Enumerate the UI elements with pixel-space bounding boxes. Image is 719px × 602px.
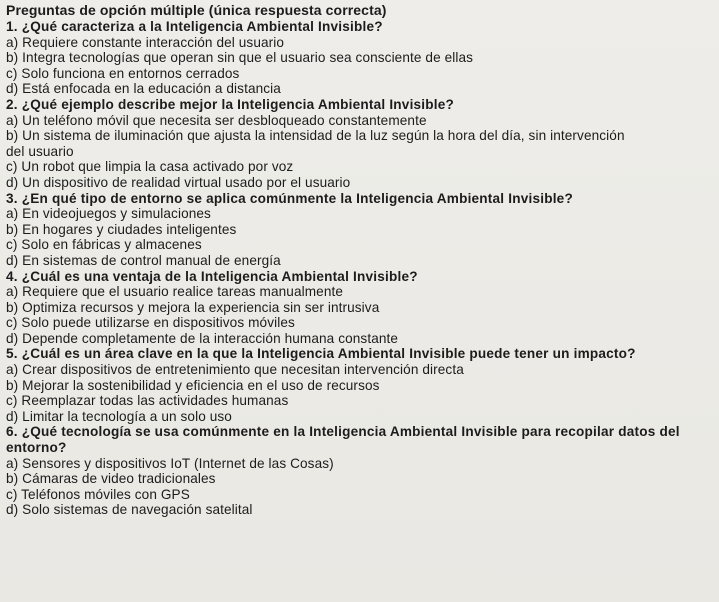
question-block-4 — [6, 269, 713, 347]
option-3b: b) En hogares y ciudades inteligentes — [6, 221, 237, 237]
question-2: 2. ¿Qué ejemplo describe mejor la Inteligencia Ambiental Invisible? — [6, 96, 455, 112]
option-3d: d) En sistemas de control manual de energía — [6, 252, 281, 268]
question-5: 5. ¿Cuál es un área clave en la que la Inteligencia Ambiental Invisible puede tener un impacto? — [6, 346, 636, 362]
option-5d: d) Limitar la tecnología a un solo uso — [6, 408, 232, 424]
option-3c: c) Solo en fábricas y almacenes — [6, 237, 202, 253]
option-2a: a) Un teléfono móvil que necesita ser desbloqueado constantemente — [6, 112, 427, 128]
option-4d: d) Depende completamente de la interacción humana constante — [6, 330, 399, 346]
option-4c: c) Solo puede utilizarse en dispositivos móviles — [6, 315, 295, 331]
option-6b: b) Cámaras de video tradicionales — [6, 471, 216, 487]
option-5a: a) Crear dispositivos de entretenimiento que necesitan intervención directa — [6, 362, 464, 378]
option-2c: c) Un robot que limpia la casa activado por voz — [6, 159, 294, 175]
question-1: 1. ¿Qué caracteriza a la Inteligencia Ambiental Invisible? — [6, 19, 383, 34]
option-1a: a) Requiere constante interacción del usuario — [6, 34, 285, 50]
option-1b: b) Integra tecnologías que operan sin que el usuario sea consciente de ellas — [6, 50, 474, 66]
question-block-5 — [6, 346, 713, 424]
option-6d: d) Solo sistemas de navegación satelital — [6, 502, 253, 518]
question-3: 3. ¿En qué tipo de entorno se aplica comúnmente la Inteligencia Ambiental Invisible? — [6, 190, 573, 206]
question-block-6 — [6, 424, 713, 518]
question-block-3 — [6, 191, 713, 269]
option-5c: c) Reemplazar todas las actividades humanas — [6, 393, 289, 409]
option-3a: a) En videojuegos y simulaciones — [6, 206, 211, 222]
option-2b: b) Un sistema de iluminación que ajusta la intensidad de la luz según la hora del día, sin intervención del usuario — [6, 128, 625, 159]
question-block-2 — [6, 97, 713, 191]
option-1c: c) Solo funciona en entornos cerrados — [6, 65, 240, 81]
option-6c: c) Teléfonos móviles con GPS — [6, 486, 190, 502]
option-5b: b) Mejorar la sostenibilidad y eficiencia en el uso de recursos — [6, 377, 380, 393]
option-1d: d) Está enfocada en la educación a distancia — [6, 81, 281, 97]
option-6a: a) Sensores y dispositivos IoT (Internet de las Cosas) — [6, 455, 334, 471]
option-2d: d) Un dispositivo de realidad virtual usado por el usuario — [6, 174, 351, 190]
quiz-header: Preguntas de opción múltiple (única respuesta correcta) — [6, 2, 387, 18]
option-4a: a) Requiere que el usuario realice tareas manualmente — [6, 284, 344, 300]
question-4: 4. ¿Cuál es una ventaja de la Inteligencia Ambiental Invisible? — [6, 268, 418, 284]
question-block-1 — [6, 19, 713, 97]
option-4b: b) Optimiza recursos y mejora la experiencia sin ser intrusiva — [6, 299, 380, 315]
question-6: 6. ¿Qué tecnología se usa comúnmente en la Inteligencia Ambiental Invisible para recopilar datos del entorno? — [6, 424, 680, 456]
